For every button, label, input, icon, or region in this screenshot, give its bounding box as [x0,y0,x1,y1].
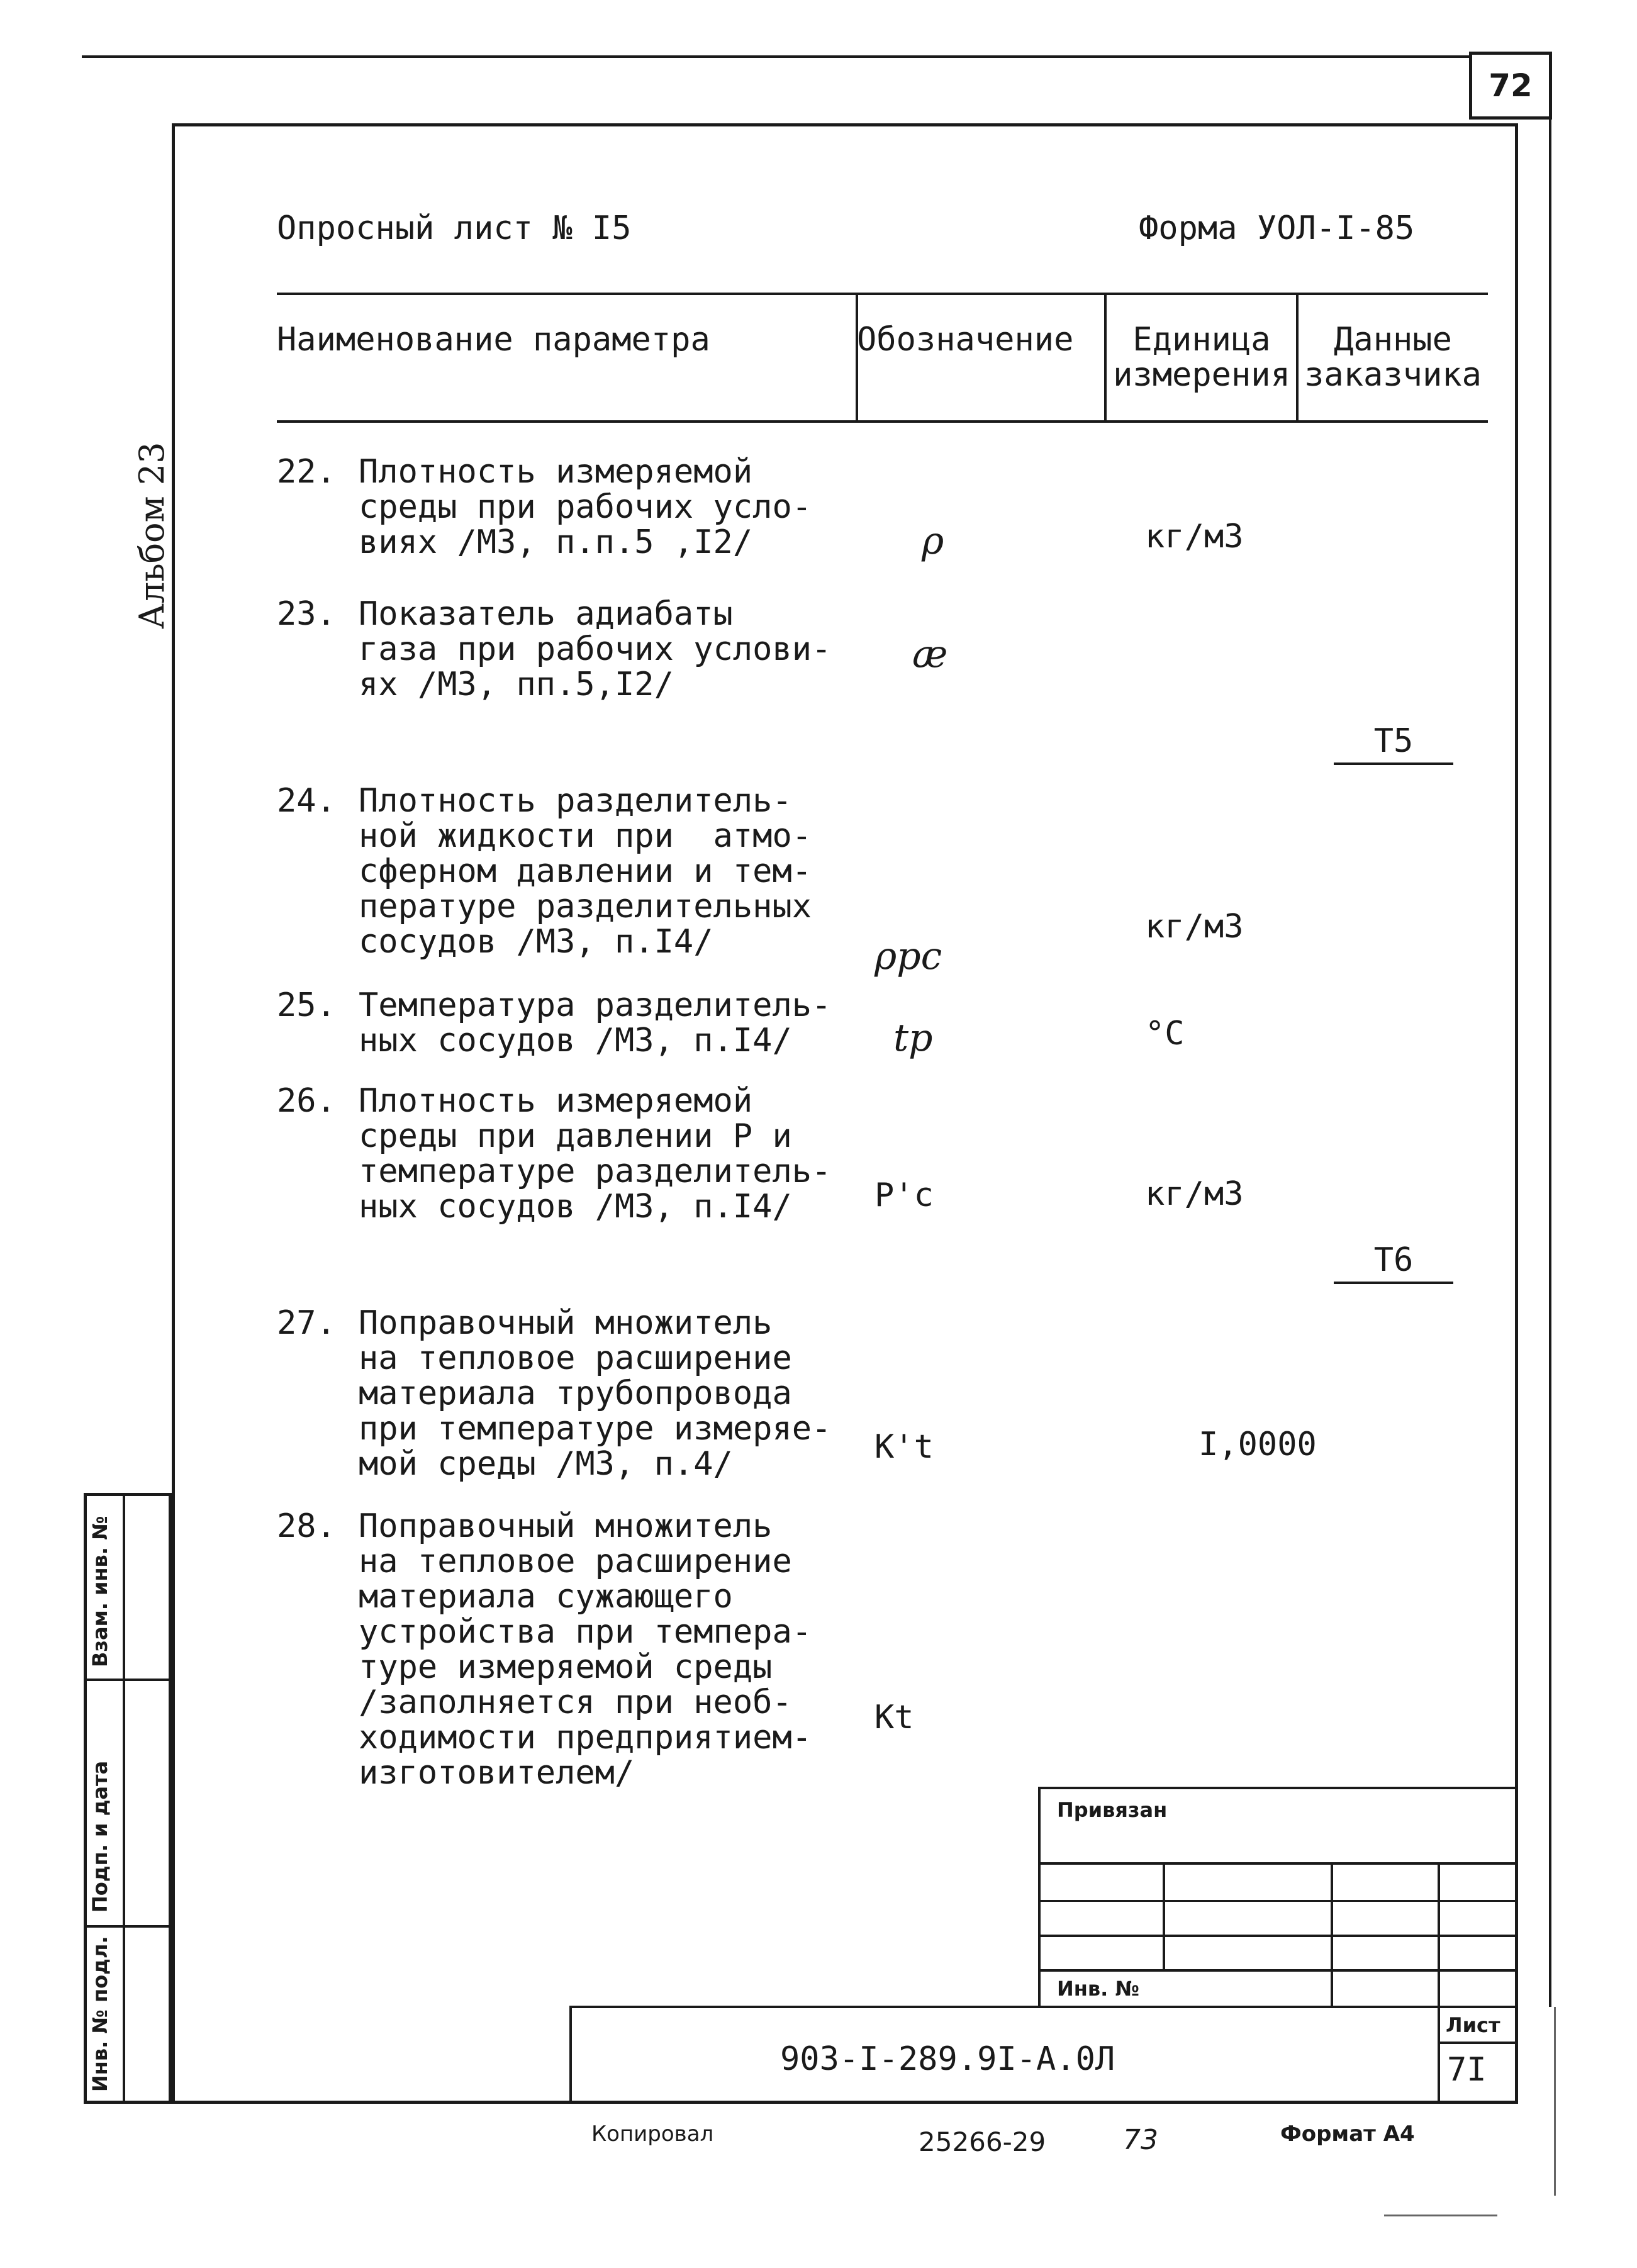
item-symbol: ρ [922,519,944,563]
stamp-inv-label: Инв. № [1057,1977,1139,2001]
table-ref-t5: Т5 [1334,723,1453,765]
item-text: Температура разделитель- ных сосудов /М3, п.I4/ [359,986,832,1059]
header-data-line2: заказчика [1304,356,1482,394]
footer-handwritten: 73 [1123,2124,1158,2156]
page-number-box [1469,52,1552,120]
item-unit: кг/м3 [1145,908,1244,946]
stamp-row-d [1038,1969,1518,1972]
table-ref-t6: Т6 [1334,1243,1453,1284]
header-unit [1107,322,1296,393]
stamp-col-c [1438,1862,1440,2008]
side-stamp-vzam: Взам. инв. № [88,1516,112,1667]
stamp-row-c [1038,1935,1518,1937]
item-number: 26. [277,1082,336,1120]
item-value: I,0000 [1198,1426,1317,1463]
footer-format: Формат А4 [1280,2121,1415,2147]
item-number: 24. [277,782,336,820]
table-header-bottom-rule [277,420,1488,423]
form-title: Опросный лист № I5 [277,209,632,247]
side-stamp-inv: Инв. № подл. [88,1936,112,2092]
col-divider-2 [1104,293,1107,423]
header-name: Наименование параметра [277,321,710,359]
form-code: Форма УОЛ-I-85 [1139,209,1415,247]
header-unit-line1: Единица [1132,321,1271,359]
album-label: Альбом 23 [132,442,172,629]
item-text: Поправочный множитель на тепловое расширение материала сужающего устройства при темпера- туре измеряемой среды /заполняется при необ- ходимости предприятием- изготовителем/ [359,1507,812,1792]
page-number: 72 [1489,67,1533,104]
header-data [1299,322,1487,393]
item-unit: кг/м3 [1145,518,1244,556]
bottom-right-dash [1384,2215,1497,2216]
top-rule [82,55,1469,58]
side-stamp-podp: Подп. и дата [88,1760,112,1913]
item-number: 22. [277,453,336,491]
item-symbol: ρрс [874,934,942,978]
item-number: 27. [277,1304,336,1342]
item-text: Плотность разделитель- ной жидкости при атмо- сферном давлении и тем- пературе разделительных сосудов /М3, п.I4/ [359,782,812,961]
stamp-row-b [1038,1900,1518,1902]
header-data-line1: Данные [1334,321,1452,359]
item-text: Плотность измеряемой среды при давлении Р и температуре разделитель- ных сосудов /М3, п.I4/ [359,1082,832,1226]
item-symbol: К't [874,1428,934,1466]
item-number: 23. [277,595,336,633]
item-symbol: Кt [874,1699,914,1736]
footer-copied: Копировал [591,2121,714,2147]
item-unit: кг/м3 [1145,1175,1244,1213]
side-stamp-divider [123,1493,125,2104]
item-symbol: æ [912,632,948,676]
stamp-col-b [1331,1862,1333,2008]
side-stamp-row-2 [84,1925,172,1928]
item-number: 25. [277,986,336,1024]
item-text: Показатель адиабаты газа при рабочих услови- ях /М3, пп.5,I2/ [359,595,832,703]
item-symbol: Р'с [874,1176,934,1214]
item-symbol: tр [893,1016,933,1060]
stamp-sheet-number: 7I [1447,2051,1487,2089]
stamp-sheet-label: Лист [1446,2013,1500,2037]
frame-right-outer [1549,120,1551,2007]
item-text: Поправочный множитель на тепловое расширение материала трубопровода при температуре измеряе- мой среды /М3, п.4/ [359,1304,832,1483]
stamp-sheet-row [1438,2042,1518,2044]
document-code: 903-I-289.9I-А.0Л [780,2040,1115,2078]
item-text: Плотность измеряемой среды при рабочих усло- виях /М3, п.п.5 ,I2/ [359,453,812,561]
header-unit-line2: измерения [1113,356,1290,394]
item-unit: °С [1145,1015,1185,1053]
table-top-rule [277,293,1488,295]
stamp-bound-label: Привязан [1057,1798,1168,1822]
right-edge-rule [1554,2007,1556,2196]
side-stamp-row-1 [84,1679,172,1681]
stamp-col-a [1163,1862,1165,1969]
footer-order: 25266-29 [919,2126,1046,2157]
stamp-sheet-divider [1438,2006,1440,2104]
header-symbol: Обозначение [857,321,1074,359]
item-number: 28. [277,1507,336,1545]
stamp-row-a [1038,1862,1518,1865]
